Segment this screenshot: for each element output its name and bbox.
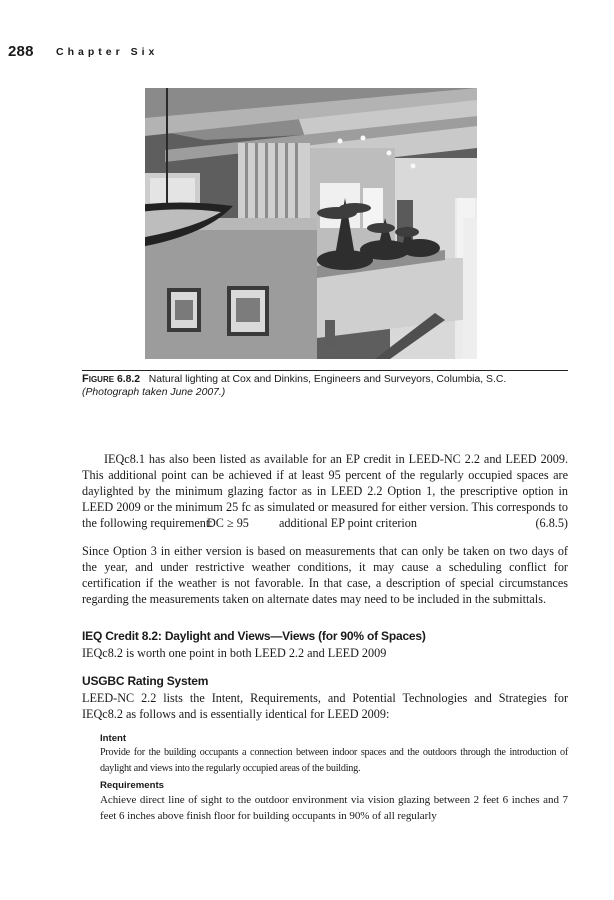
chapter-title: Chapter Six [56, 46, 159, 58]
intent-label: Intent [100, 733, 127, 744]
page-number: 288 [8, 43, 34, 60]
paragraph-1: IEQc8.1 has also been listed as available for an EP credit in LEED-NC 2.2 and LEED 2009. This additional point can be achieved if at least 95 percent of the regularly occupied spaces are daylighted by the minimum glazing factor as in LEED 2.2 Option 1, the prescriptive option in LEED 2009 or the minimum 25 fc as simulated or measured for either version. This corresponds to the following requirement: [82, 452, 568, 530]
paragraph-3: IEQc8.2 is worth one point in both LEED 2.2 and LEED 2009 [82, 646, 387, 660]
equation-lhs: DC ≥ 95 [207, 516, 249, 530]
paragraph-4: LEED-NC 2.2 lists the Intent, Requirements, and Potential Technologies and Strategies for IEQc8.2 as follows and is essentially identical for LEED 2009: [82, 691, 568, 721]
figure-photograph [145, 88, 477, 359]
figure-caption-text: Natural lighting at Cox and Dinkins, Engineers and Surveyors, Columbia, S.C. [148, 374, 507, 385]
intent-text: Provide for the building occupants a connection between indoor spaces and the outdoors through the introduction of daylight and views into the regularly occupied areas of the building. [100, 747, 568, 774]
figure-caption [82, 373, 568, 399]
figure-note: (Photograph taken June 2007.) [82, 387, 226, 398]
section-heading-ieq-credit-8-2: IEQ Credit 8.2: Daylight and Views—Views (for 90% of Spaces) [82, 629, 426, 643]
figure-number: 6.8.2 [116, 374, 141, 385]
requirements-text: Achieve direct line of sight to the outdoor environment via vision glazing between 2 feet 6 inches and 7 feet 6 inches above finish floor for building occupants in 90% of all regularly [100, 794, 568, 822]
figure-rule [82, 370, 568, 371]
requirements-label: Requirements [100, 780, 164, 791]
figure-label: Figure [82, 373, 115, 385]
paragraph-2: Since Option 3 in either version is based on measurements that can only be taken on two days of the year, and under restrictive weather conditions, it may cause a scheduling conflict for certification if the weather is not favorable. In that case, a description of special circumstances regarding the measurements taken on alternate dates may need to be included in the submittals. [82, 544, 568, 606]
section-heading-usgbc: USGBC Rating System [82, 674, 209, 688]
equation-number: (6.8.5) [535, 516, 568, 530]
equation-description: additional EP point criterion [279, 516, 417, 530]
equation [82, 515, 568, 531]
